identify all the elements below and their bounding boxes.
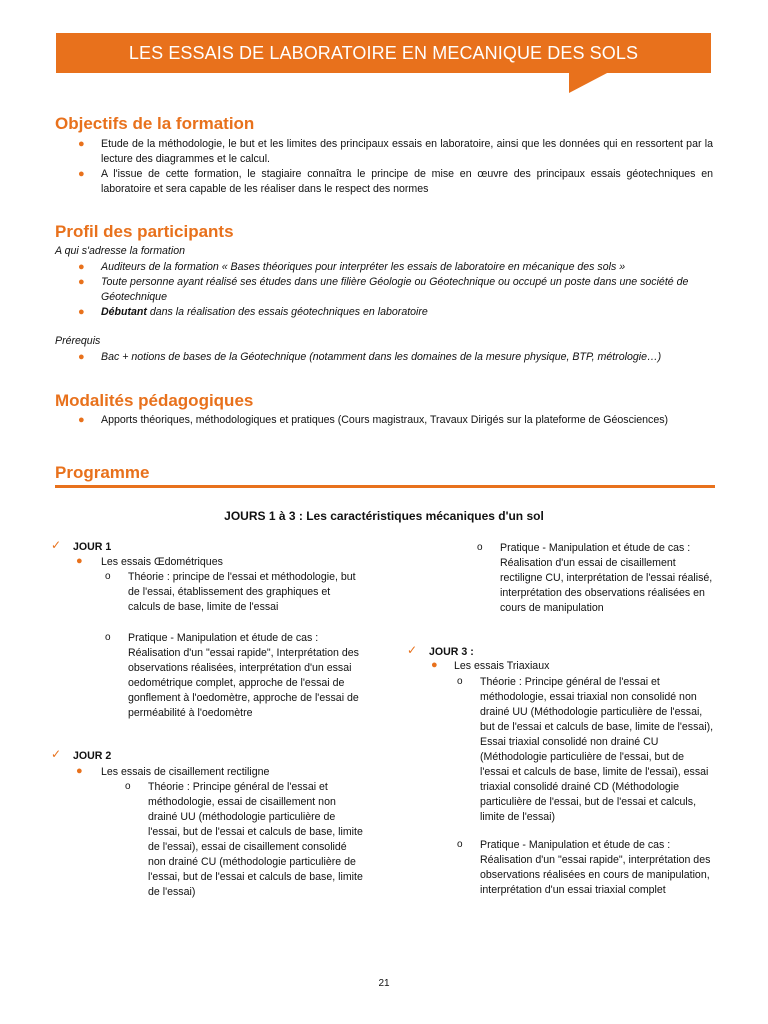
circle-bullet-icon: o (457, 839, 463, 850)
bullet-icon: ● (78, 414, 85, 426)
bullet-icon: ● (78, 276, 85, 288)
checkmark-icon: ✓ (407, 643, 418, 657)
bullet-icon: ● (78, 261, 85, 273)
bullet-icon: ● (76, 765, 83, 777)
profil-item: ● Débutant dans la réalisation des essais géotechniques en laboratoire (78, 306, 428, 318)
programme-heading: Programme (55, 463, 150, 482)
jour2-topic: Les essais de cisaillement rectiligne (101, 766, 270, 778)
profil-heading: Profil des participants (55, 222, 234, 241)
jour3-pratique: Pratique - Manipulation et étude de cas : Réalisation d'un "essai rapide", interprétation des observations réalisées en cours de manipulation, interprétation d'un essai triaxial complet (480, 839, 711, 896)
circle-bullet-icon: o (125, 781, 131, 792)
checkmark-icon: ✓ (51, 747, 62, 761)
bullet-icon: ● (78, 138, 85, 150)
jour1-pratique: Pratique - Manipulation et étude de cas : Réalisation d'un "essai rapide", Interprétation des observations réalisées, interprétation d'un essai oedométrique complet, approche de l'essai de gonflement à l'oedomètre, approche de l'essai de perméabilité à l'oedomètre (128, 632, 359, 719)
jour1-label: JOUR 1 (73, 541, 112, 553)
jour1-theorie: Théorie : principe de l'essai et méthodologie, but de l'essai, établissement des graphiques et calculs de base, limite de l'essai (128, 571, 356, 613)
title-banner-tail (569, 72, 609, 93)
bullet-icon: ● (76, 555, 83, 567)
profil-list (55, 260, 713, 320)
prerequis-label: Prérequis (55, 335, 101, 347)
objectifs-item: ● A l'issue de cette formation, le stagiaire connaîtra le principe de mise en œuvre des principaux essais géotechniques en laboratoire et sera capable de les réaliser dans le respect des normes (78, 168, 713, 195)
profil-item: ● Auditeurs de la formation « Bases théoriques pour interpréter les essais de laboratoire en mécanique des sols » (78, 261, 626, 273)
bullet-icon: ● (431, 659, 438, 671)
circle-bullet-icon: o (477, 542, 483, 553)
modalites-item: ● Apports théoriques, méthodologiques et pratiques (Cours magistraux, Travaux Dirigés sur la plateforme de Géosciences) (78, 414, 669, 426)
objectifs-list (55, 137, 713, 197)
prerequis-item: ● Bac + notions de bases de la Géotechnique (notamment dans les domaines de la mesure physique, BTP, métrologie…) (78, 351, 662, 363)
profil-subheading: A qui s'adresse la formation (55, 245, 185, 257)
circle-bullet-icon: o (105, 632, 111, 643)
jour3-theorie: Théorie : Principe général de l'essai et méthodologie, essai triaxial non consolidé non drainé UU (Méthodologie particulière de l'essai, but de l'essai et calculs de base, limite de l'essai), Essai triaxial consolidé non drainé CU (Méthodologie particulière de l'essai, but de l'essai et calculs de base, limite de l'essai), essai triaxial consolidé drainé CD (Méthodologie particulière de l'essai, but de l'essai et calculs, limite de l'essai) (480, 676, 714, 823)
jour1-topic: Les essais Œdométriques (101, 556, 223, 568)
programme-divider (55, 485, 715, 488)
bullet-icon: ● (78, 306, 85, 318)
objectifs-heading: Objectifs de la formation (55, 114, 255, 133)
modalites-heading: Modalités pédagogiques (55, 391, 254, 410)
bullet-icon: ● (78, 351, 85, 363)
jour2-pratique: Pratique - Manipulation et étude de cas : Réalisation d'un essai de cisaillement rectiligne CU, interprétation de l'essai réalisé, interprétation des observations réalisées en cours de manipulation (500, 542, 713, 614)
jour2-theorie: Théorie : Principe général de l'essai et méthodologie, essai de cisaillement non drainé UU (méthodologie particulière de l'essai, but de l'essai et calculs de base, limite de l'essai), essai de cisaillement consolidé non drainé CU (méthodologie particulière de l'essai, but de l'essai et calculs de base, limite de l'essai) (148, 781, 363, 898)
bullet-icon: ● (78, 168, 85, 180)
circle-bullet-icon: o (457, 676, 463, 687)
circle-bullet-icon: o (105, 571, 111, 582)
modalites-list (55, 413, 680, 428)
prerequis-list (55, 350, 725, 365)
page-title: LES ESSAIS DE LABORATOIRE EN MECANIQUE DES SOLS (128, 43, 639, 63)
page-number: 21 (378, 978, 390, 989)
jour2-label: JOUR 2 (73, 750, 112, 762)
jour3-label: JOUR 3 : (429, 646, 474, 658)
jour3-topic: Les essais Triaxiaux (454, 660, 550, 672)
profil-item: ● Toute personne ayant réalisé ses études dans une filière Géologie ou Géotechnique ou occupé un poste dans une société de Géotechnique (78, 276, 689, 303)
checkmark-icon: ✓ (51, 538, 62, 552)
days-title: JOURS 1 à 3 : Les caractéristiques mécaniques d'un sol (224, 509, 544, 523)
objectifs-item: ● Etude de la méthodologie, le but et les limites des principaux essais en laboratoire, ainsi que les données qui en ressortent par la lecture des diagrammes et le calcul. (78, 138, 713, 165)
